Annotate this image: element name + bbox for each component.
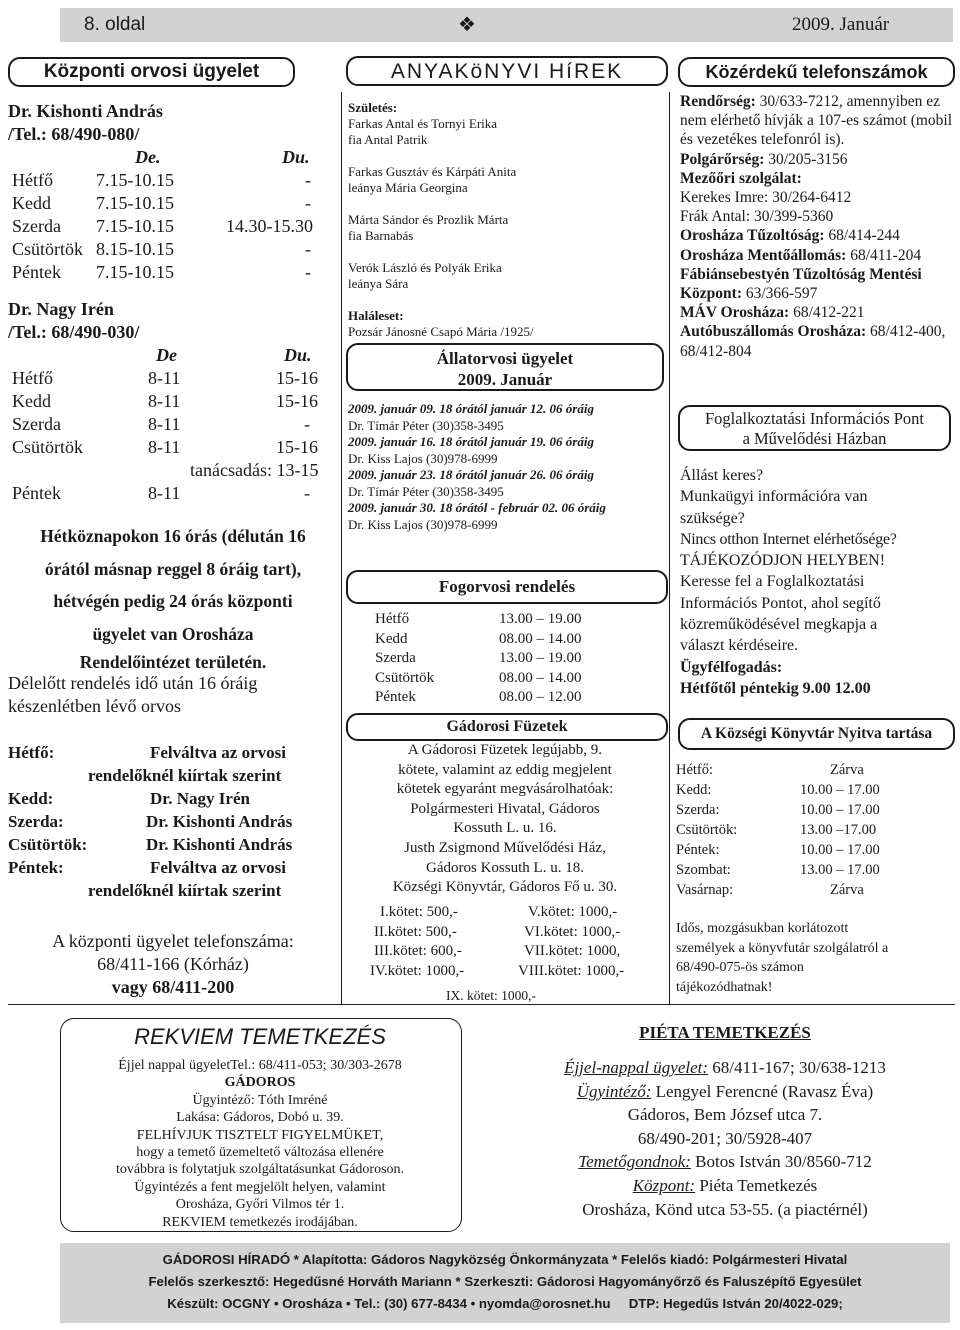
tanacsadas-row — [8, 459, 338, 482]
birth-child: fia Barnabás — [348, 228, 414, 243]
fuzetek-line: Polgármesteri Hivatal, Gádoros — [410, 800, 600, 817]
day: Péntek — [12, 262, 61, 282]
hours: 10.00 – 17.00 — [800, 782, 880, 798]
rekviem-line: Ügyintézés a fent megjelölt helyen, valamint — [134, 1179, 386, 1195]
doc1-row — [8, 261, 338, 284]
doctor2-name: Dr. Nagy Irén — [8, 299, 114, 319]
phone-number-1: 68/411-166 (Kórház) — [97, 954, 249, 974]
price-left: II.kötet: 500,- — [374, 923, 457, 940]
fip-line: Munkaügyi információra van — [680, 488, 868, 506]
weekly-row — [8, 856, 338, 879]
ugyelet-line: ügyelet van Orosháza — [92, 623, 254, 644]
rekviem-text — [60, 1057, 460, 1231]
tanacsadas: tanácsadás: 13-15 — [190, 460, 319, 480]
pieta-label: Központ: — [632, 1175, 696, 1195]
rekviem-line: Ügyintéző: Tóth Imréné — [192, 1092, 328, 1108]
du-hours: - — [305, 239, 311, 259]
du-hours: - — [305, 170, 311, 190]
day: Péntek — [375, 689, 416, 705]
fuzetek-line: Községi Könyvtár, Gádoros Fő u. 30. — [392, 879, 618, 896]
weekly-row — [8, 879, 338, 902]
fuzetek-title: Gádorosi Füzetek — [346, 713, 668, 741]
fip-title-line2: a Művelődési Házban — [742, 429, 887, 448]
doc2-row — [8, 413, 338, 436]
pieta-line — [500, 1150, 950, 1174]
footer-print: Készült: OCGNY • Orosháza • Tel.: (30) 677-8434 • nyomda@orosnet.hu — [167, 1296, 611, 1311]
fuzetek-line: kötete, valamint az eddig megjelent — [398, 761, 612, 778]
price-right: V.kötet: 1000,- — [528, 904, 618, 920]
day: Hétfő: — [676, 762, 714, 778]
allatorvos-month: 2009. Január — [457, 370, 553, 389]
day: Csütörtök — [375, 669, 435, 686]
weekly-day: Kedd: — [8, 789, 54, 808]
phone-item-text: Frák Antal: 30/399-5360 — [680, 208, 834, 226]
hours: 13.00 – 19.00 — [499, 611, 582, 627]
fip-line: Nincs otthon Internet elérhetősége? — [680, 530, 897, 548]
de-hours: 7.15-10.15 — [96, 216, 174, 236]
pieta-text — [500, 1056, 950, 1221]
de-hours: 7.15-10.15 — [96, 170, 174, 190]
phone-item-text: 68/411-204 — [846, 246, 922, 264]
anyakonyv-section — [348, 100, 664, 340]
du-hours: 15-16 — [276, 368, 318, 388]
konyvfutar-line: személyek a könyvfutár szolgálatról a — [676, 940, 889, 956]
phone-item — [680, 188, 955, 207]
doc1-row — [8, 238, 338, 261]
haláleset-label: Haláleset: — [348, 308, 404, 323]
weekly-row — [8, 741, 338, 764]
rekviem-line: GÁDOROS — [224, 1075, 296, 1091]
birth-child: leánya Sára — [348, 276, 409, 291]
de-hours: 8.15-10.15 — [96, 239, 174, 259]
day: Csütörtök — [12, 437, 84, 457]
du-hours: 15-16 — [276, 437, 318, 457]
de-hours: 8-11 — [148, 483, 181, 503]
fip-line: Keresse fel a Foglalkoztatási — [680, 573, 865, 591]
fip-title — [678, 405, 951, 451]
orvosi-section — [8, 100, 338, 505]
rekviem-line: REKVIEM temetkezés irodájában. — [162, 1214, 358, 1230]
ugyelet-date: 2009. január 23. 18 órától január 26. 06 óráig — [348, 467, 594, 482]
phone-item — [680, 246, 955, 265]
kozerdeku-list — [680, 92, 955, 361]
day: Szerda: — [676, 802, 720, 818]
weekly-row — [8, 810, 338, 833]
birth-child: leánya Mária Georgina — [348, 180, 468, 195]
phone-item-label: Rendőrség: — [680, 93, 756, 110]
day: Csütörtök — [12, 239, 84, 259]
day: Kedd: — [676, 782, 712, 798]
de-hours: 8-11 — [148, 391, 181, 411]
phone-item-label: Orosháza Tűzoltóság: — [680, 227, 825, 245]
doc1-row — [8, 192, 338, 215]
de-hours: 8-11 — [148, 414, 181, 434]
phone-item-label: Autóbuszállomás Orosháza: — [680, 323, 867, 341]
phone-item — [680, 207, 955, 226]
phone-item-label: MÁV Orosháza: — [680, 304, 790, 322]
weekly-text: Dr. Nagy Irén — [150, 789, 250, 808]
rekviem-line: Orosháza, Győri Vilmos tér 1. — [175, 1197, 345, 1213]
phone-item-label: Fábiánsebestyén Tűzoltóság Mentési Központ: — [680, 265, 922, 303]
phone-item — [680, 169, 955, 188]
doctor2-phone: /Tel.: 68/490-030/ — [8, 322, 140, 342]
day: Vasárnap: — [676, 882, 734, 898]
birth-parents: Verók László és Polyák Erika — [348, 260, 502, 275]
phone-item — [680, 303, 955, 322]
hours: 13.00 – 17.00 — [800, 862, 880, 878]
ugyelet-date: 2009. január 09. 18 órától január 12. 06 óráig — [348, 401, 594, 416]
konyvtar-row — [676, 820, 956, 840]
page-number: 8. oldal — [84, 14, 146, 35]
ugyelet-date: 2009. január 30. 18 órától - február 02. 06 óráig — [348, 500, 606, 515]
phone-item-text: 68/412-221 — [789, 304, 865, 322]
de-hours: 7.15-10.15 — [96, 193, 174, 213]
fuzetek-line: Gádoros Kossuth L. u. 18. — [426, 859, 584, 876]
konyvtar-schedule — [676, 760, 956, 900]
price-left: IV.kötet: 1000,- — [370, 962, 465, 979]
pieta-label: Ügyintéző: — [576, 1081, 652, 1101]
ugyelet-doctor: Dr. Kiss Lajos (30)978-6999 — [348, 450, 498, 466]
fogorvos-row — [375, 630, 655, 650]
du-hours: - — [305, 262, 311, 282]
weekly-text: rendelőknél kiírtak szerint — [88, 766, 282, 785]
konyvtar-row — [676, 880, 956, 900]
weekly-row — [8, 764, 338, 787]
konyvtar-row — [676, 800, 956, 820]
fuzetek-line: kötetek egyaránt megvásárolhatóak: — [396, 781, 614, 798]
pieta-label: Temetőgondnok: — [578, 1152, 691, 1172]
rekviem-line: továbbra is folytatjuk szolgáltatásunkat Gádoroson. — [115, 1162, 405, 1178]
pieta-value: Piéta Temetkezés — [695, 1175, 818, 1195]
fogorvos-row — [375, 649, 655, 669]
price-row — [370, 962, 660, 982]
fip-line: választ kérdéseire. — [680, 637, 799, 655]
price-left: I.kötet: 500,- — [380, 904, 458, 920]
kozerdeku-title: Közérdekű telefonszámok — [678, 57, 955, 87]
pieta-line — [500, 1056, 950, 1080]
weekly-day: Csütörtök: — [8, 835, 88, 854]
allatorvos-title — [346, 343, 664, 391]
delelott-line: készenlétben lévő orvos — [8, 696, 181, 716]
birth-parents: Farkas Antal és Tornyi Erika — [348, 116, 498, 131]
phone-item-text: 30/205-3156 — [764, 150, 848, 168]
weekly-day: Hétfő: — [8, 743, 55, 762]
ugyelet-text — [8, 520, 338, 674]
doctor1-col-header — [8, 146, 338, 169]
phone-block — [8, 930, 338, 999]
birth-parents: Márta Sándor és Prozlik Márta — [348, 212, 509, 227]
allatorvos-schedule — [348, 401, 664, 533]
col-de: De — [156, 345, 177, 365]
szuletes-label: Születés: — [348, 100, 398, 115]
phone-item-text: 30/633-7212, amennyiben ez nem elérhető hívják a 107-es számot (mobil és vezetékes telefonról is). — [680, 93, 953, 149]
hours: 08.00 – 14.00 — [499, 630, 582, 647]
fip-line: Információs Pontot, ahol segítő — [680, 594, 881, 612]
weekly-row — [8, 833, 338, 856]
hours: 13.00 – 19.00 — [499, 650, 582, 666]
price-row — [370, 903, 660, 923]
pieta-line — [500, 1080, 950, 1104]
weekly-schedule — [8, 741, 338, 902]
ugyelet-line: Hétköznapokon 16 órás (délután 16 — [40, 526, 306, 546]
phone-item-text: Kerekes Imre: 30/264-6412 — [680, 189, 852, 207]
ugyelet-line: órától másnap reggel 8 óráig tart), — [44, 558, 302, 579]
konyvtar-row — [676, 760, 956, 780]
doc1-row — [8, 169, 338, 192]
fip-line: szüksége? — [680, 509, 745, 527]
delelott-text — [8, 672, 338, 718]
doctor2-col-header — [8, 344, 338, 367]
du-hours: 14.30-15.30 — [226, 216, 313, 236]
konyvtar-row — [676, 860, 956, 880]
day: Hétfő — [12, 170, 53, 190]
weekly-text: rendelőknél kiírtak szerint — [88, 881, 282, 900]
pieta-label: Éjjel-nappal ügyelet: — [564, 1058, 709, 1077]
col-du: Du. — [282, 147, 310, 167]
fuzetek-line: Kossuth L. u. 16. — [453, 820, 557, 837]
pieta-title: PIÉTA TEMETKEZÉS — [639, 1023, 811, 1042]
day: Kedd — [12, 193, 51, 213]
day: Kedd — [12, 391, 51, 411]
doc2-row — [8, 390, 338, 413]
pieta-line: Orosháza, Könd utca 53-55. (a piactérnél) — [582, 1199, 868, 1219]
hours: 08.00 – 14.00 — [499, 669, 582, 686]
fogorvos-row — [375, 688, 655, 708]
col-du: Du. — [284, 345, 312, 365]
konyvfutar-line: Idős, mozgásukban korlátozott — [676, 921, 849, 936]
doc1-row — [8, 215, 338, 238]
day: Péntek: — [676, 842, 720, 858]
birth-child: fia Antal Patrik — [348, 132, 428, 147]
day: Hétfő — [12, 368, 53, 388]
col-de: De. — [135, 147, 161, 167]
fogorvos-schedule — [375, 610, 655, 708]
hours: 08.00 – 12.00 — [499, 689, 582, 705]
ugyelet-doctor: Dr. Tímár Péter (30)358-3495 — [348, 417, 504, 433]
weekly-row — [8, 787, 338, 810]
konyvfutar-line: tájékozódhatnak! — [676, 979, 773, 995]
doctor1-phone: /Tel.: 68/490-080/ — [8, 124, 140, 144]
footer-line: GÁDOROSI HÍRADÓ * Alapította: Gádoros Nagyközség Önkormányzata * Felelős kiadó: Polgármesteri Hivatal — [162, 1252, 848, 1267]
price-row — [370, 942, 660, 962]
hours: Zárva — [830, 882, 864, 898]
day: Szerda — [12, 216, 61, 236]
phone-item — [680, 92, 955, 150]
price-left: III.kötet: 600,- — [374, 943, 462, 960]
footer-line: Felelős szerkesztő: Hegedűsné Horváth Mariann * Szerkeszti: Gádorosi Hagyományőrző és Faluszépítő Egyesület — [148, 1274, 862, 1289]
footer-text — [60, 1249, 950, 1315]
de-hours: 8-11 — [148, 437, 181, 457]
phone-item — [680, 226, 955, 245]
column-divider — [669, 92, 670, 1004]
hours: 13.00 –17.00 — [800, 822, 877, 838]
day: Szombat: — [676, 862, 731, 878]
phone-item-label: Mezőőri szolgálat: — [680, 169, 802, 187]
allatorvos-title-line: Állatorvosi ügyelet — [436, 349, 574, 368]
phone-item-label: Orosháza Mentőállomás: — [680, 246, 847, 264]
rekviem-line: Éjjel nappal ügyeletTel.: 68/411-053; 30/303-2678 — [118, 1058, 402, 1073]
weekly-text: Felváltva az orvosi — [150, 858, 286, 877]
day: Szerda — [12, 414, 61, 434]
pieta-line: 68/490-201; 30/5928-407 — [637, 1128, 813, 1148]
konyvtar-title: A Községi Könyvtár Nyitva tartása — [678, 718, 955, 750]
fip-title-line1: Foglalkoztatási Információs Pont — [704, 409, 925, 428]
ugyelet-line: hétvégén pedig 24 órás központi — [53, 591, 293, 611]
footer-dtp: DTP: Hegedűs István 20/4022-029; — [628, 1296, 843, 1311]
du-hours: - — [304, 483, 310, 503]
de-hours: 7.15-10.15 — [96, 262, 174, 282]
pieta-line: Gádoros, Bem József utca 7. — [627, 1105, 823, 1125]
price-right: VI.kötet: 1000,- — [524, 923, 621, 940]
phone-item — [680, 265, 955, 303]
price-row — [370, 923, 660, 943]
pieta-value: 68/411-167; 30/638-1213 — [708, 1058, 886, 1077]
birth-parents: Farkas Gusztáv és Kárpáti Anita — [348, 164, 517, 179]
weekly-text: Dr. Kishonti András — [146, 835, 293, 854]
doctor1-name: Dr. Kishonti András — [8, 101, 163, 121]
phone-label: A központi ügyelet telefonszáma: — [52, 931, 294, 951]
konyvfutar-text — [676, 919, 956, 997]
rekviem-line: Lakása: Gádoros, Dobó u. 39. — [176, 1110, 344, 1126]
phone-item-text: 68/414-244 — [824, 227, 900, 245]
weekly-text: Felváltva az orvosi — [150, 743, 286, 762]
fip-line: TÁJÉKOZÓDJON HELYBEN! — [680, 552, 886, 570]
du-hours: - — [305, 193, 311, 213]
konyvtar-row — [676, 840, 956, 860]
price-last: IX. kötet: 1000,- — [446, 988, 536, 1003]
fogadas-time: Hétfőtől péntekig 9.00 12.00 — [680, 679, 871, 697]
orvosi-title: Központi orvosi ügyelet — [8, 57, 295, 87]
rekviem-title: REKVIEM TEMETKEZÉS — [134, 1024, 386, 1049]
pieta-line — [500, 1174, 950, 1198]
fuzetek-prices — [370, 903, 660, 981]
price-right: VIII.kötet: 1000,- — [518, 962, 625, 979]
fuzetek-line: A Gádorosi Füzetek legújabb, 9. — [407, 742, 603, 758]
phone-item-text: 68/412-400, 68/412-804 — [680, 323, 946, 360]
phone-item — [680, 150, 955, 169]
fogadas-label: Ügyfélfogadás: — [680, 658, 783, 676]
hours: 10.00 – 17.00 — [800, 802, 880, 818]
phone-item — [680, 322, 955, 360]
doc2-row — [8, 436, 338, 459]
hours: Zárva — [830, 762, 864, 778]
konyvtar-row — [676, 780, 956, 800]
rekviem-line: hogy a temető üzemeltető változása ellenére — [136, 1145, 384, 1161]
issue-date: 2009. Január — [792, 14, 890, 35]
column-divider — [341, 92, 342, 1004]
day: Szerda — [375, 650, 416, 666]
day: Hétfő — [375, 611, 410, 627]
du-hours: 15-16 — [276, 391, 318, 411]
price-right: VII.kötet: 1000, — [524, 943, 621, 960]
pieta-value: Botos István 30/8560-712 — [690, 1152, 872, 1172]
doc2-row — [8, 367, 338, 390]
doc2-row — [8, 482, 338, 505]
footer-line — [60, 1293, 950, 1315]
ugyelet-date: 2009. január 16. 18 órától január 19. 06 óráig — [348, 434, 594, 449]
day: Kedd — [375, 630, 408, 647]
fogorvos-row — [375, 610, 655, 630]
fuzetek-text — [346, 741, 664, 898]
fip-text — [680, 465, 958, 699]
phone-item-text: 63/366-597 — [742, 285, 818, 303]
ugyelet-doctor: Dr. Kiss Lajos (30)978-6999 — [348, 516, 498, 532]
phone-item-label: Polgárőrség: — [680, 150, 765, 168]
phone-number-2: vagy 68/411-200 — [111, 977, 235, 997]
weekly-text: Dr. Kishonti András — [146, 812, 293, 831]
anyakonyv-title: ANYAKöNYVI HíREK — [346, 56, 668, 86]
rekviem-line: FELHÍVJUK TISZTELT FIGYELMÜKET, — [136, 1127, 384, 1143]
fuzetek-line: Justh Zsigmond Művelődési Ház, — [404, 839, 606, 856]
weekly-day: Péntek: — [8, 858, 64, 877]
hours: 10.00 – 17.00 — [800, 842, 880, 858]
header-ornament: ❖ — [458, 14, 476, 36]
death-entry: Pozsár Jánosné Csapó Mária /1925/ — [348, 324, 534, 339]
pieta-value: Lengyel Ferencné (Ravasz Éva) — [651, 1081, 874, 1101]
du-hours: - — [304, 414, 310, 434]
fogorvos-title: Fogorvosi rendelés — [346, 570, 668, 604]
ugyelet-doctor: Dr. Tímár Péter (30)358-3495 — [348, 483, 504, 499]
fogorvos-row — [375, 669, 655, 689]
fip-line: Állást keres? — [680, 467, 764, 484]
day: Péntek — [12, 483, 61, 503]
day: Csütörtök: — [676, 822, 738, 838]
ugyelet-line: Rendelőintézet területén. — [79, 652, 267, 672]
konyvfutar-line: 68/490-075-ös számon — [676, 960, 804, 975]
delelott-line: Délelőtt rendelés idő után 16 óráig — [8, 673, 258, 693]
fip-line: közreműködésével megkapja a — [680, 616, 878, 634]
de-hours: 8-11 — [148, 368, 181, 388]
weekly-day: Szerda: — [8, 812, 64, 831]
